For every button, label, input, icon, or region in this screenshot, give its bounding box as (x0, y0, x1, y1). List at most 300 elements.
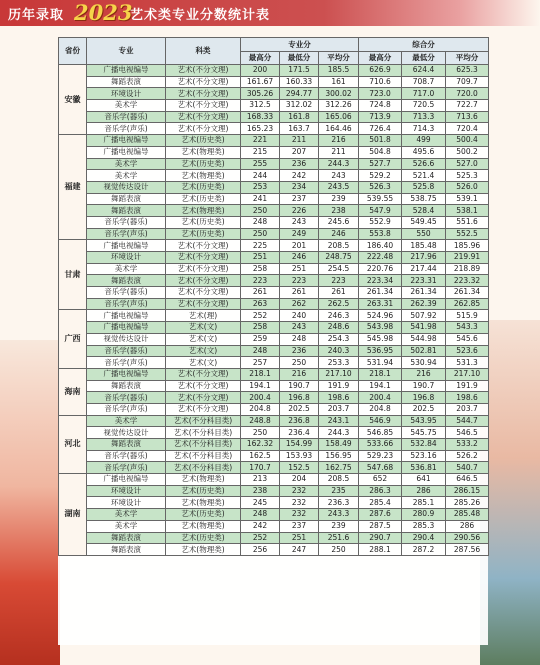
table-row (59, 88, 489, 100)
category-cell: 艺术(历史类) (166, 193, 241, 205)
title-year: 2023 (74, 0, 133, 25)
province-cell: 湖南 (59, 474, 87, 556)
total-max-cell: 218.1 (359, 368, 402, 380)
total-min-cell: 720.5 (402, 100, 446, 112)
total-avg-cell: 539.1 (446, 193, 489, 205)
major-cell: 音乐学(器乐) (87, 287, 166, 299)
major-max-cell: 250 (241, 427, 280, 439)
total-min-cell: 714.3 (402, 123, 446, 135)
major-min-cell: 246 (280, 252, 319, 264)
total-min-cell: 549.45 (402, 216, 446, 228)
col-header-total-score: 综合分 (359, 38, 489, 52)
major-min-cell: 161.8 (280, 111, 319, 123)
major-max-cell: 161.67 (241, 76, 280, 88)
total-min-cell: 708.7 (402, 76, 446, 88)
table-row (59, 193, 489, 205)
major-avg-cell: 217.10 (319, 368, 359, 380)
table-row (59, 100, 489, 112)
total-max-cell: 724.8 (359, 100, 402, 112)
major-min-cell: 202.5 (280, 403, 319, 415)
major-min-cell: 171.5 (280, 65, 319, 77)
category-cell: 艺术(不分科目类) (166, 439, 241, 451)
major-min-cell: 236 (280, 345, 319, 357)
category-cell: 艺术(历史类) (166, 216, 241, 228)
major-max-cell: 213 (241, 474, 280, 486)
category-cell: 艺术(不分文理) (166, 65, 241, 77)
major-min-cell: 236 (280, 158, 319, 170)
table-row (59, 298, 489, 310)
major-max-cell: 248 (241, 509, 280, 521)
table-row (59, 532, 489, 544)
table-row (59, 368, 489, 380)
major-max-cell: 245 (241, 497, 280, 509)
major-cell: 广播电视编导 (87, 474, 166, 486)
table-row (59, 497, 489, 509)
total-max-cell: 285.4 (359, 497, 402, 509)
total-max-cell: 543.98 (359, 322, 402, 334)
total-avg-cell: 198.6 (446, 392, 489, 404)
total-max-cell: 529.2 (359, 170, 402, 182)
major-avg-cell: 248.6 (319, 322, 359, 334)
title-prefix: 历年录取 (8, 8, 65, 23)
total-min-cell: 261.34 (402, 287, 446, 299)
province-cell: 广西 (59, 310, 87, 368)
total-avg-cell: 191.9 (446, 380, 489, 392)
total-avg-cell: 185.96 (446, 240, 489, 252)
major-avg-cell: 248.75 (319, 252, 359, 264)
total-max-cell: 546.85 (359, 427, 402, 439)
total-min-cell: 525.8 (402, 181, 446, 193)
total-avg-cell: 203.7 (446, 403, 489, 415)
category-cell: 艺术(不分文理) (166, 380, 241, 392)
major-cell: 舞蹈表演 (87, 439, 166, 451)
major-avg-cell: 239 (319, 520, 359, 532)
major-max-cell: 162.5 (241, 450, 280, 462)
province-cell: 河北 (59, 415, 87, 473)
table-row (59, 544, 489, 556)
table-row (59, 123, 489, 135)
major-min-cell: 247 (280, 544, 319, 556)
major-avg-cell: 156.95 (319, 450, 359, 462)
major-cell: 广播电视编导 (87, 65, 166, 77)
major-max-cell: 242 (241, 520, 280, 532)
category-cell: 艺术(物理类) (166, 497, 241, 509)
major-min-cell: 190.7 (280, 380, 319, 392)
table-row (59, 158, 489, 170)
total-min-cell: 521.4 (402, 170, 446, 182)
major-min-cell: 248 (280, 333, 319, 345)
major-max-cell: 238 (241, 485, 280, 497)
table-row (59, 111, 489, 123)
category-cell: 艺术(不分文理) (166, 88, 241, 100)
major-avg-cell: 161 (319, 76, 359, 88)
category-cell: 艺术(历史类) (166, 135, 241, 147)
total-avg-cell: 500.4 (446, 135, 489, 147)
total-max-cell: 501.8 (359, 135, 402, 147)
category-cell: 艺术(不分文理) (166, 252, 241, 264)
total-min-cell: 507.92 (402, 310, 446, 322)
major-min-cell: 211 (280, 135, 319, 147)
total-min-cell: 286 (402, 485, 446, 497)
total-max-cell: 547.9 (359, 205, 402, 217)
category-cell: 艺术(历史类) (166, 228, 241, 240)
major-cell: 音乐学(声乐) (87, 403, 166, 415)
major-avg-cell: 239 (319, 193, 359, 205)
total-max-cell: 220.76 (359, 263, 402, 275)
major-cell: 视觉传达设计 (87, 427, 166, 439)
table-row (59, 485, 489, 497)
total-avg-cell: 217.10 (446, 368, 489, 380)
major-cell: 舞蹈表演 (87, 275, 166, 287)
major-cell: 环境设计 (87, 252, 166, 264)
table-row (59, 65, 489, 77)
major-cell: 美术学 (87, 520, 166, 532)
major-cell: 舞蹈表演 (87, 193, 166, 205)
major-min-cell: 153.93 (280, 450, 319, 462)
total-max-cell: 204.8 (359, 403, 402, 415)
major-avg-cell: 244.3 (319, 158, 359, 170)
major-min-cell: 207 (280, 146, 319, 158)
total-min-cell: 713.3 (402, 111, 446, 123)
major-cell: 广播电视编导 (87, 322, 166, 334)
major-max-cell: 200.4 (241, 392, 280, 404)
major-cell: 环境设计 (87, 485, 166, 497)
total-max-cell: 529.23 (359, 450, 402, 462)
total-max-cell: 652 (359, 474, 402, 486)
major-avg-cell: 165.06 (319, 111, 359, 123)
total-min-cell: 223.31 (402, 275, 446, 287)
major-avg-cell: 254.3 (319, 333, 359, 345)
total-avg-cell: 533.2 (446, 439, 489, 451)
total-avg-cell: 720.0 (446, 88, 489, 100)
total-max-cell: 526.3 (359, 181, 402, 193)
major-avg-cell: 251.6 (319, 532, 359, 544)
category-cell: 艺术(文) (166, 357, 241, 369)
category-cell: 艺术(物理类) (166, 520, 241, 532)
major-cell: 音乐学(声乐) (87, 228, 166, 240)
table-row (59, 415, 489, 427)
total-avg-cell: 286 (446, 520, 489, 532)
total-min-cell: 285.3 (402, 520, 446, 532)
title-banner (0, 0, 540, 26)
total-min-cell: 499 (402, 135, 446, 147)
major-max-cell: 162.32 (241, 439, 280, 451)
total-avg-cell: 526.0 (446, 181, 489, 193)
total-max-cell: 222.48 (359, 252, 402, 264)
province-cell: 海南 (59, 368, 87, 415)
total-min-cell: 190.7 (402, 380, 446, 392)
total-max-cell: 626.9 (359, 65, 402, 77)
major-min-cell: 237 (280, 193, 319, 205)
total-min-cell: 217.44 (402, 263, 446, 275)
total-max-cell: 547.68 (359, 462, 402, 474)
total-avg-cell: 285.48 (446, 509, 489, 521)
major-max-cell: 255 (241, 158, 280, 170)
total-min-cell: 532.84 (402, 439, 446, 451)
major-max-cell: 223 (241, 275, 280, 287)
major-avg-cell: 243.3 (319, 509, 359, 521)
province-cell: 福建 (59, 135, 87, 240)
total-avg-cell: 218.89 (446, 263, 489, 275)
major-max-cell: 170.7 (241, 462, 280, 474)
major-cell: 舞蹈表演 (87, 380, 166, 392)
total-min-cell: 538.75 (402, 193, 446, 205)
col-header-max: 最高分 (241, 52, 280, 65)
total-max-cell: 223.34 (359, 275, 402, 287)
major-cell: 视觉传达设计 (87, 333, 166, 345)
major-min-cell: 223 (280, 275, 319, 287)
category-cell: 艺术(历史类) (166, 485, 241, 497)
major-cell: 广播电视编导 (87, 368, 166, 380)
major-max-cell: 305.26 (241, 88, 280, 100)
category-cell: 艺术(文) (166, 322, 241, 334)
total-avg-cell: 540.7 (446, 462, 489, 474)
major-min-cell: 160.33 (280, 76, 319, 88)
major-cell: 舞蹈表演 (87, 205, 166, 217)
total-max-cell: 504.8 (359, 146, 402, 158)
total-avg-cell: 544.7 (446, 415, 489, 427)
category-cell: 艺术(不分文理) (166, 287, 241, 299)
total-avg-cell: 552.5 (446, 228, 489, 240)
total-min-cell: 185.48 (402, 240, 446, 252)
category-cell: 艺术(历史类) (166, 181, 241, 193)
total-avg-cell: 531.3 (446, 357, 489, 369)
total-max-cell: 263.31 (359, 298, 402, 310)
major-avg-cell: 244.3 (319, 427, 359, 439)
category-cell: 艺术(不分文理) (166, 123, 241, 135)
total-min-cell: 287.2 (402, 544, 446, 556)
table-row (59, 357, 489, 369)
table-row (59, 275, 489, 287)
table-row (59, 216, 489, 228)
province-cell: 安徽 (59, 65, 87, 135)
title-suffix: 艺术类专业分数统计表 (130, 8, 271, 23)
table-row (59, 263, 489, 275)
major-avg-cell: 208.5 (319, 474, 359, 486)
table-row (59, 450, 489, 462)
major-min-cell: 250 (280, 357, 319, 369)
total-avg-cell: 525.3 (446, 170, 489, 182)
total-avg-cell: 262.85 (446, 298, 489, 310)
major-avg-cell: 162.75 (319, 462, 359, 474)
major-min-cell: 249 (280, 228, 319, 240)
major-avg-cell: 238 (319, 205, 359, 217)
table-row (59, 170, 489, 182)
table-row (59, 135, 489, 147)
major-max-cell: 252 (241, 310, 280, 322)
major-cell: 音乐学(声乐) (87, 462, 166, 474)
major-avg-cell: 223 (319, 275, 359, 287)
major-cell: 美术学 (87, 170, 166, 182)
category-cell: 艺术(不分文理) (166, 298, 241, 310)
col-header-avg: 平均分 (446, 52, 489, 65)
major-avg-cell: 245.6 (319, 216, 359, 228)
category-cell: 艺术(不分文理) (166, 392, 241, 404)
total-max-cell: 194.1 (359, 380, 402, 392)
col-header-category: 科类 (166, 38, 241, 65)
major-avg-cell: 208.5 (319, 240, 359, 252)
total-min-cell: 544.98 (402, 333, 446, 345)
major-cell: 舞蹈表演 (87, 532, 166, 544)
total-max-cell: 713.9 (359, 111, 402, 123)
category-cell: 艺术(不分文理) (166, 100, 241, 112)
major-min-cell: 312.02 (280, 100, 319, 112)
table-row (59, 228, 489, 240)
table-row (59, 310, 489, 322)
total-avg-cell: 713.6 (446, 111, 489, 123)
total-max-cell: 539.55 (359, 193, 402, 205)
table-row (59, 333, 489, 345)
table-row (59, 509, 489, 521)
major-max-cell: 200 (241, 65, 280, 77)
total-min-cell: 502.81 (402, 345, 446, 357)
major-cell: 音乐学(声乐) (87, 357, 166, 369)
major-cell: 美术学 (87, 100, 166, 112)
total-min-cell: 196.8 (402, 392, 446, 404)
total-avg-cell: 261.34 (446, 287, 489, 299)
major-cell: 环境设计 (87, 88, 166, 100)
major-avg-cell: 262.5 (319, 298, 359, 310)
major-min-cell: 262 (280, 298, 319, 310)
major-max-cell: 251 (241, 252, 280, 264)
total-max-cell: 545.98 (359, 333, 402, 345)
total-avg-cell: 538.1 (446, 205, 489, 217)
major-cell: 音乐学(器乐) (87, 392, 166, 404)
category-cell: 艺术(不分文理) (166, 111, 241, 123)
total-avg-cell: 523.6 (446, 345, 489, 357)
total-min-cell: 523.16 (402, 450, 446, 462)
major-min-cell: 237 (280, 520, 319, 532)
major-avg-cell: 236.3 (319, 497, 359, 509)
major-min-cell: 243 (280, 216, 319, 228)
total-max-cell: 524.96 (359, 310, 402, 322)
category-cell: 艺术(不分科目类) (166, 415, 241, 427)
score-table-container (58, 37, 488, 645)
major-cell: 美术学 (87, 415, 166, 427)
total-max-cell: 286.3 (359, 485, 402, 497)
table-row (59, 380, 489, 392)
total-avg-cell: 219.91 (446, 252, 489, 264)
total-avg-cell: 625.3 (446, 65, 489, 77)
total-avg-cell: 285.26 (446, 497, 489, 509)
major-avg-cell: 243.1 (319, 415, 359, 427)
total-min-cell: 541.98 (402, 322, 446, 334)
category-cell: 艺术(不分文理) (166, 368, 241, 380)
total-max-cell: 287.6 (359, 509, 402, 521)
major-avg-cell: 246.3 (319, 310, 359, 322)
major-avg-cell: 312.26 (319, 100, 359, 112)
table-row (59, 427, 489, 439)
major-cell: 视觉传达设计 (87, 181, 166, 193)
total-avg-cell: 515.9 (446, 310, 489, 322)
total-min-cell: 528.4 (402, 205, 446, 217)
major-max-cell: 165.23 (241, 123, 280, 135)
total-avg-cell: 551.6 (446, 216, 489, 228)
major-cell: 音乐学(声乐) (87, 123, 166, 135)
total-min-cell: 641 (402, 474, 446, 486)
total-min-cell: 280.9 (402, 509, 446, 521)
category-cell: 艺术(物理类) (166, 146, 241, 158)
total-min-cell: 217.96 (402, 252, 446, 264)
total-avg-cell: 223.32 (446, 275, 489, 287)
major-max-cell: 258 (241, 263, 280, 275)
major-avg-cell: 198.6 (319, 392, 359, 404)
major-avg-cell: 243 (319, 170, 359, 182)
score-table (58, 37, 489, 556)
category-cell: 艺术(物理类) (166, 170, 241, 182)
table-row (59, 181, 489, 193)
total-min-cell: 290.4 (402, 532, 446, 544)
total-avg-cell: 646.5 (446, 474, 489, 486)
category-cell: 艺术(历史类) (166, 509, 241, 521)
table-row (59, 403, 489, 415)
major-cell: 广播电视编导 (87, 146, 166, 158)
major-min-cell: 226 (280, 205, 319, 217)
total-min-cell: 624.4 (402, 65, 446, 77)
total-avg-cell: 286.15 (446, 485, 489, 497)
major-max-cell: 225 (241, 240, 280, 252)
total-avg-cell: 720.4 (446, 123, 489, 135)
total-max-cell: 186.40 (359, 240, 402, 252)
major-avg-cell: 246 (319, 228, 359, 240)
total-max-cell: 536.95 (359, 345, 402, 357)
col-header-province: 省份 (59, 38, 87, 65)
major-cell: 音乐学(器乐) (87, 345, 166, 357)
total-avg-cell: 526.2 (446, 450, 489, 462)
major-max-cell: 218.1 (241, 368, 280, 380)
major-avg-cell: 300.02 (319, 88, 359, 100)
major-max-cell: 252 (241, 532, 280, 544)
major-min-cell: 196.8 (280, 392, 319, 404)
table-row (59, 76, 489, 88)
major-min-cell: 294.77 (280, 88, 319, 100)
total-max-cell: 723.0 (359, 88, 402, 100)
category-cell: 艺术(不分文理) (166, 240, 241, 252)
category-cell: 艺术(不分科目类) (166, 450, 241, 462)
col-header-avg: 平均分 (319, 52, 359, 65)
total-min-cell: 285.1 (402, 497, 446, 509)
major-min-cell: 236.4 (280, 427, 319, 439)
total-max-cell: 288.1 (359, 544, 402, 556)
table-row (59, 439, 489, 451)
major-min-cell: 242 (280, 170, 319, 182)
total-min-cell: 550 (402, 228, 446, 240)
total-max-cell: 546.9 (359, 415, 402, 427)
category-cell: 艺术(历史类) (166, 532, 241, 544)
category-cell: 艺术(物理类) (166, 205, 241, 217)
major-cell: 音乐学(声乐) (87, 298, 166, 310)
total-avg-cell: 545.6 (446, 333, 489, 345)
total-max-cell: 200.4 (359, 392, 402, 404)
total-max-cell: 287.5 (359, 520, 402, 532)
major-max-cell: 204.8 (241, 403, 280, 415)
major-min-cell: 243 (280, 322, 319, 334)
major-max-cell: 261 (241, 287, 280, 299)
table-body (59, 65, 489, 556)
total-avg-cell: 543.3 (446, 322, 489, 334)
major-min-cell: 216 (280, 368, 319, 380)
total-avg-cell: 500.2 (446, 146, 489, 158)
col-header-major: 专业 (87, 38, 166, 65)
category-cell: 艺术(物理类) (166, 474, 241, 486)
total-avg-cell: 709.7 (446, 76, 489, 88)
major-cell: 环境设计 (87, 497, 166, 509)
major-avg-cell: 191.9 (319, 380, 359, 392)
table-row (59, 205, 489, 217)
major-max-cell: 263 (241, 298, 280, 310)
category-cell: 艺术(不分文理) (166, 76, 241, 88)
major-min-cell: 232 (280, 509, 319, 521)
